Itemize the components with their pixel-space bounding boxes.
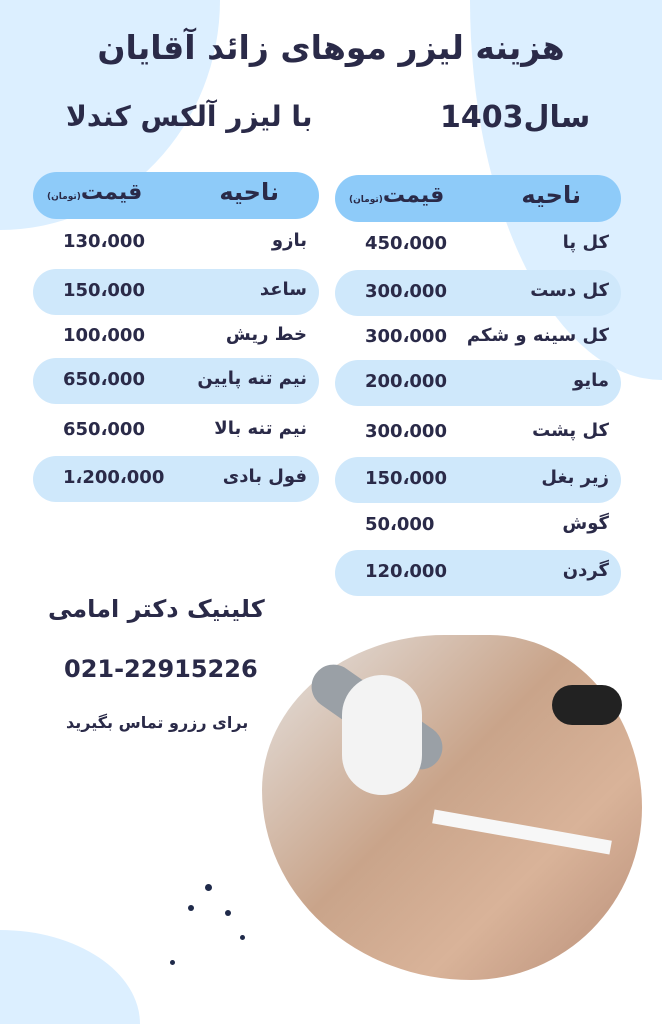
region-name: نیم تنه بالا — [214, 418, 307, 439]
table-row — [33, 269, 319, 315]
price-value: 150،000 — [63, 280, 145, 301]
region-header: ناحیه — [521, 181, 581, 209]
region-name: زیر بغل — [541, 467, 609, 488]
region-name: خط ریش — [225, 324, 307, 345]
price-value: 650،000 — [63, 369, 145, 390]
neck-band — [432, 809, 612, 854]
decor-dot — [170, 960, 175, 965]
table-row — [33, 456, 319, 502]
table-row — [335, 503, 621, 549]
unit-label: (تومان) — [349, 195, 383, 205]
price-value: 300،000 — [365, 326, 447, 347]
price-value: 1،200،000 — [63, 467, 165, 488]
table-header — [335, 175, 621, 222]
decor-dot — [205, 884, 212, 891]
table-row — [335, 222, 621, 268]
page-title: هزینه لیزر موهای زائد آقایان — [97, 28, 565, 67]
region-name: نیم تنه پایین — [197, 368, 307, 389]
table-header — [33, 172, 319, 219]
price-value: 200،000 — [365, 371, 447, 392]
table-row — [335, 270, 621, 316]
region-name: کل دست — [530, 280, 609, 301]
price-value: 300،000 — [365, 281, 447, 302]
region-name: کل پشت — [532, 420, 609, 441]
price-value: 300،000 — [365, 421, 447, 442]
region-name: گردن — [562, 560, 609, 581]
table-row — [33, 220, 319, 266]
laser-treatment-photo — [262, 635, 642, 980]
decor-dot — [225, 910, 231, 916]
table-row — [335, 410, 621, 456]
region-name: مایو — [573, 370, 609, 391]
table-row — [33, 358, 319, 404]
table-row — [33, 408, 319, 454]
price-header — [349, 183, 444, 208]
booking-cta: برای رزرو تماس بگیرید — [66, 713, 249, 732]
goggles — [552, 685, 622, 725]
region-name: بازو — [271, 230, 307, 251]
price-value: 450،000 — [365, 233, 447, 254]
clinic-name: کلینیک دکتر امامی — [48, 595, 265, 623]
region-name: کل سینه و شکم — [466, 325, 609, 346]
table-row — [335, 550, 621, 596]
price-value: 100،000 — [63, 325, 145, 346]
price-label: قیمت — [80, 180, 143, 205]
price-label: قیمت — [382, 183, 445, 208]
region-name: فول بادی — [222, 466, 307, 487]
glove — [342, 675, 422, 795]
table-row — [335, 360, 621, 406]
region-name: کل پا — [562, 232, 609, 253]
decor-dot — [188, 905, 194, 911]
region-name: گوش — [562, 513, 609, 534]
price-value: 120،000 — [365, 561, 447, 582]
price-value: 150،000 — [365, 468, 447, 489]
region-name: ساعد — [259, 279, 307, 300]
price-value: 50،000 — [365, 514, 435, 535]
laser-subtitle: با لیزر آلکس کندلا — [66, 100, 313, 133]
price-value: 650،000 — [63, 419, 145, 440]
table-row — [335, 457, 621, 503]
region-header: ناحیه — [219, 178, 279, 206]
table-row — [33, 314, 319, 360]
table-row — [335, 315, 621, 361]
decor-dot — [240, 935, 245, 940]
background-wave — [0, 930, 140, 1024]
unit-label: (تومان) — [47, 192, 81, 202]
price-header — [47, 180, 142, 205]
price-value: 130،000 — [63, 231, 145, 252]
phone-number: 021-22915226 — [64, 655, 258, 683]
year-subtitle: سال1403 — [440, 100, 591, 135]
